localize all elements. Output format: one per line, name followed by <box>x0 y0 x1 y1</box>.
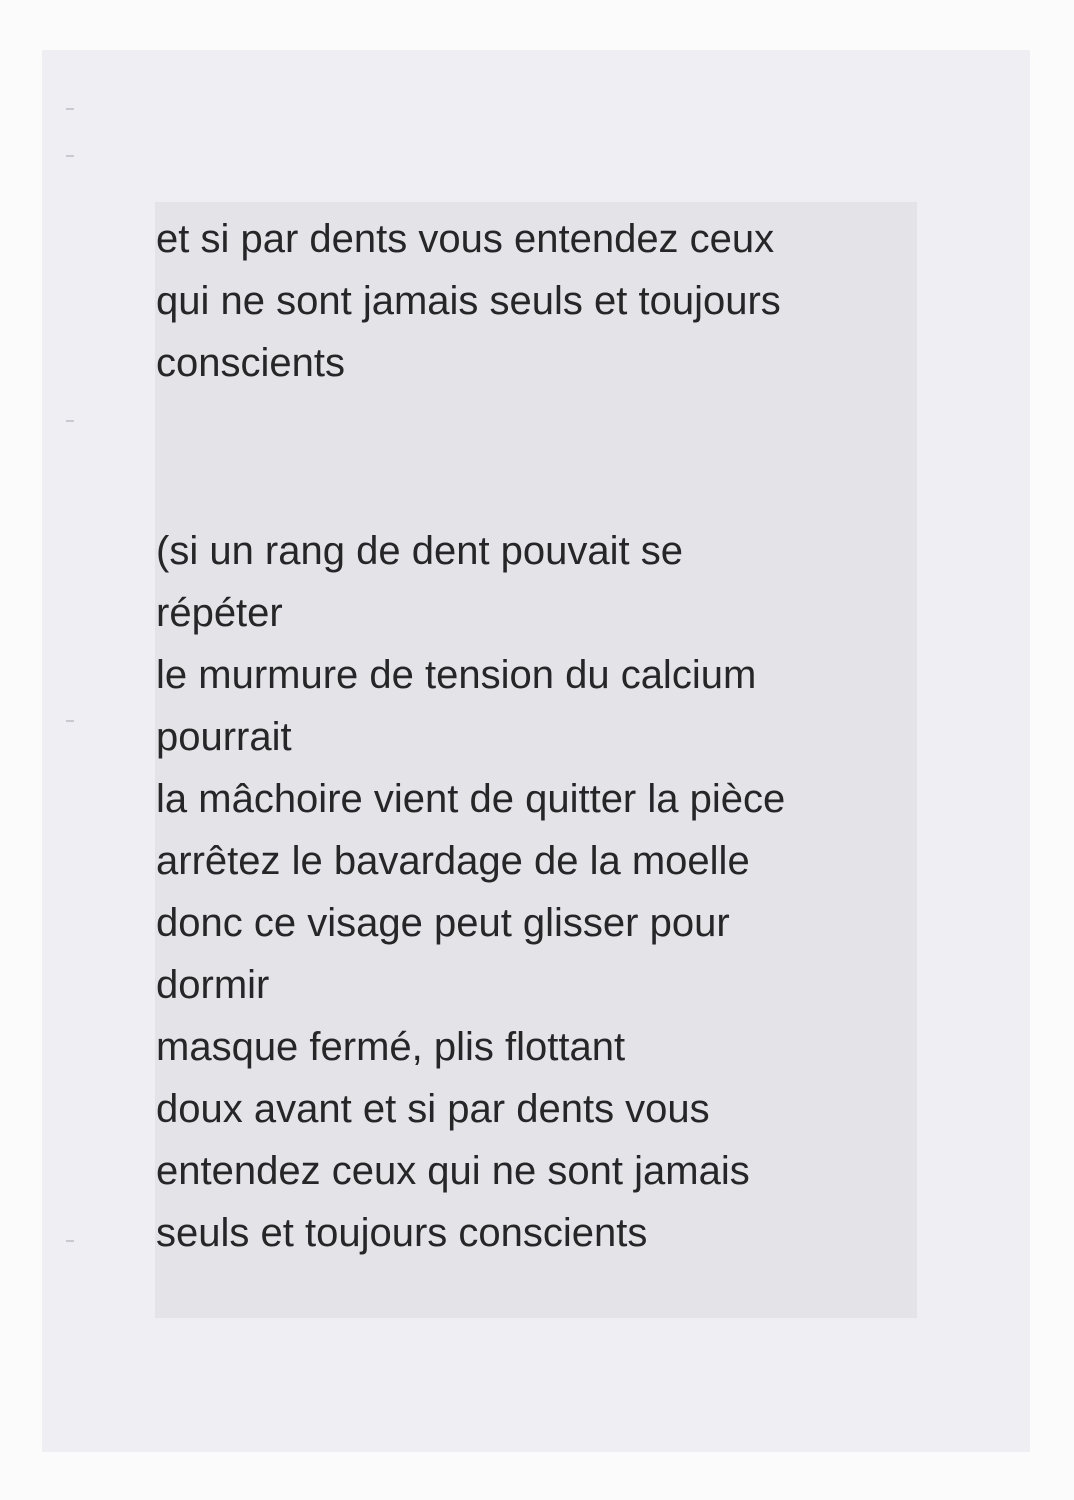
poem-line: doux avant et si par dents vous <box>156 1087 710 1131</box>
punch-mark <box>66 720 74 722</box>
poem-line: et si par dents vous entendez ceux <box>156 217 775 261</box>
poem <box>156 208 1016 1264</box>
poem-line: conscients <box>156 341 345 385</box>
poem-line: seuls et toujours conscients <box>156 1211 648 1255</box>
poem-line: la mâchoire vient de quitter la pièce <box>156 777 786 821</box>
poem-line: entendez ceux qui ne sont jamais <box>156 1149 750 1193</box>
poem-line: le murmure de tension du calcium <box>156 653 757 697</box>
stanza-2 <box>156 520 1016 1264</box>
poem-line: arrêtez le bavardage de la moelle <box>156 839 750 883</box>
poem-line: masque fermé, plis flottant <box>156 1025 626 1069</box>
stanza-1 <box>156 208 1016 394</box>
poem-line: dormir <box>156 963 270 1007</box>
punch-mark <box>66 1240 74 1242</box>
punch-mark <box>66 155 74 157</box>
poem-line: (si un rang de dent pouvait se <box>156 529 684 573</box>
punch-mark <box>66 108 74 110</box>
poem-line: donc ce visage peut glisser pour <box>156 901 730 945</box>
poem-line: qui ne sont jamais seuls et toujours <box>156 279 781 323</box>
punch-mark <box>66 420 74 422</box>
poem-line: pourrait <box>156 715 292 759</box>
poem-line: répéter <box>156 591 283 635</box>
